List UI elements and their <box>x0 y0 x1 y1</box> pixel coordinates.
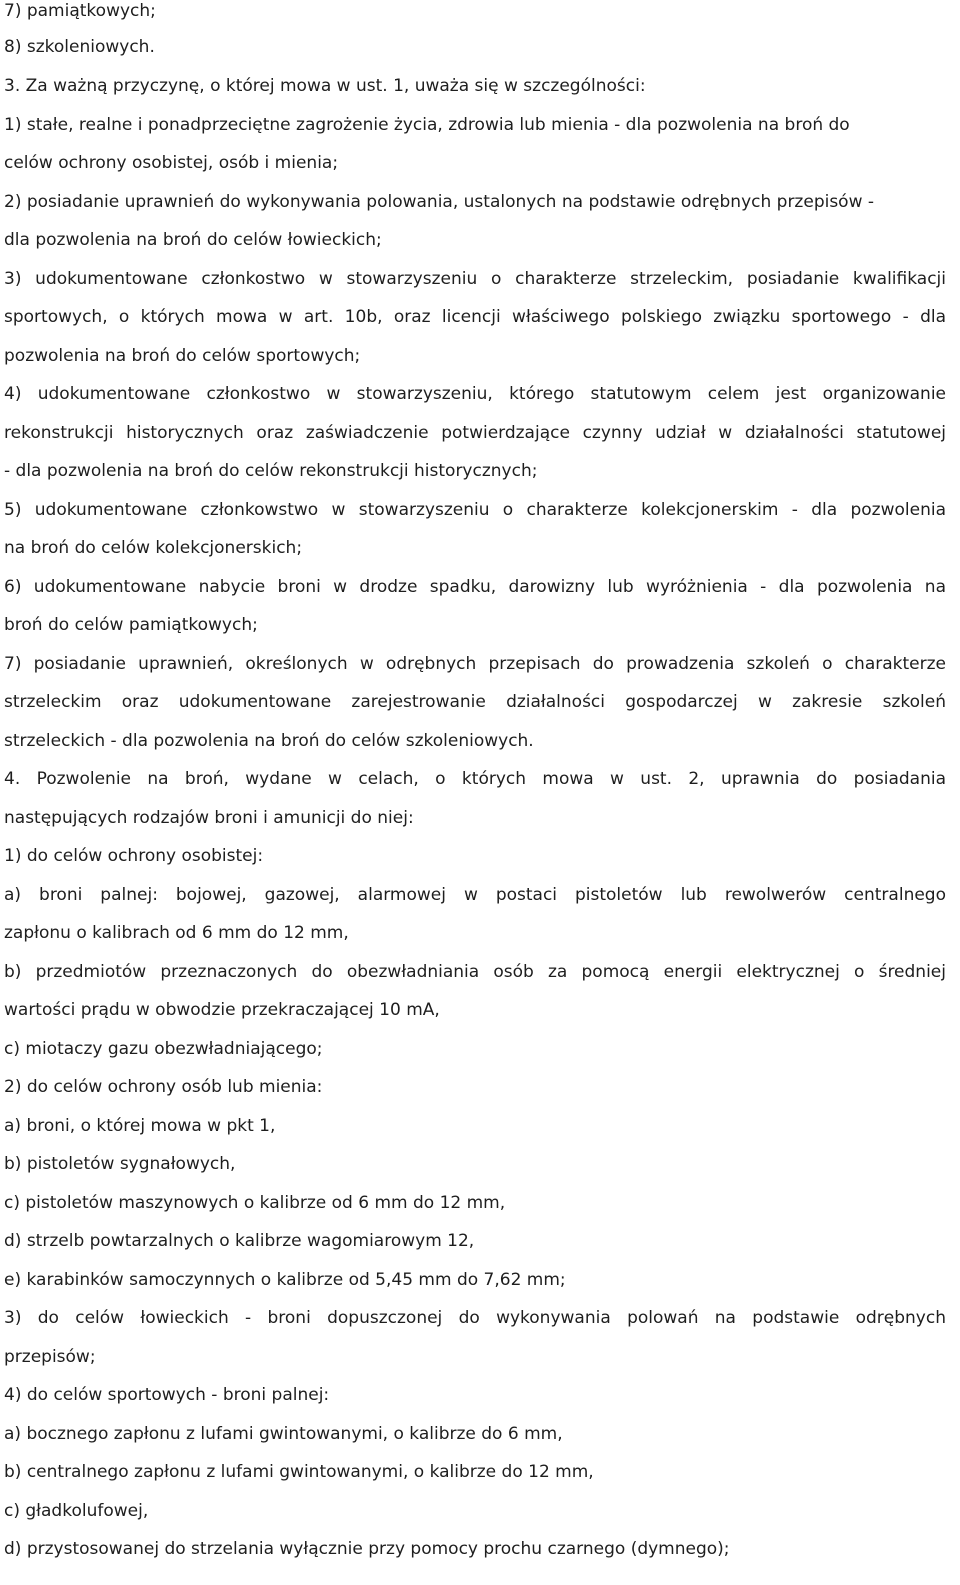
text-line: na broń do celów kolekcjonerskich; <box>4 538 303 558</box>
text-line: c) miotaczy gazu obezwładniającego; <box>4 1039 323 1059</box>
text-line: 3. Za ważną przyczynę, o której mowa w ust. 1, uważa się w szczególności: <box>4 76 646 96</box>
text-line: - dla pozwolenia na broń do celów rekonstrukcji historycznych; <box>4 461 538 481</box>
text-line: c) gładkolufowej, <box>4 1501 149 1521</box>
text-line: 4) udokumentowane członkostwo w stowarzyszeniu, którego statutowym celem jest organizowanie <box>4 384 946 404</box>
text-line: a) broni palnej: bojowej, gazowej, alarmowej w postaci pistoletów lub rewolwerów centralnego <box>4 885 946 905</box>
text-line: następujących rodzajów broni i amunicji do niej: <box>4 808 414 828</box>
text-line: e) karabinków samoczynnych o kalibrze od 5,45 mm do 7,62 mm; <box>4 1270 566 1290</box>
text-line: 2) posiadanie uprawnień do wykonywania polowania, ustalonych na podstawie odrębnych przepisów - <box>4 192 875 212</box>
text-line: a) broni, o której mowa w pkt 1, <box>4 1116 276 1136</box>
text-line: strzeleckich - dla pozwolenia na broń do celów szkoleniowych. <box>4 731 534 751</box>
text-line: wartości prądu w obwodzie przekraczającej 10 mA, <box>4 1000 440 1020</box>
text-line: 4. Pozwolenie na broń, wydane w celach, o których mowa w ust. 2, uprawnia do posiadania <box>4 769 946 789</box>
text-line: 3) do celów łowieckich - broni dopuszczonej do wykonywania polowań na podstawie odrębnych <box>4 1308 946 1328</box>
text-line: dla pozwolenia na broń do celów łowieckich; <box>4 230 382 250</box>
text-line: rekonstrukcji historycznych oraz zaświadczenie potwierdzające czynny udział w działalności statutowej <box>4 423 946 443</box>
text-line: 1) stałe, realne i ponadprzeciętne zagrożenie życia, zdrowia lub mienia - dla pozwolenia na broń do <box>4 115 850 135</box>
text-line: 1) do celów ochrony osobistej: <box>4 846 264 866</box>
text-line: a) bocznego zapłonu z lufami gwintowanymi, o kalibrze do 6 mm, <box>4 1424 563 1444</box>
text-line: b) pistoletów sygnałowych, <box>4 1154 236 1174</box>
text-line: 2) do celów ochrony osób lub mienia: <box>4 1077 323 1097</box>
text-line: 8) szkoleniowych. <box>4 37 155 57</box>
text-line: 7) posiadanie uprawnień, określonych w odrębnych przepisach do prowadzenia szkoleń o charakterze <box>4 654 946 674</box>
text-line: b) centralnego zapłonu z lufami gwintowanymi, o kalibrze do 12 mm, <box>4 1462 594 1482</box>
text-line: celów ochrony osobistej, osób i mienia; <box>4 153 339 173</box>
text-line: 6) udokumentowane nabycie broni w drodze spadku, darowizny lub wyróżnienia - dla pozwolenia na <box>4 577 946 597</box>
text-line: 5) udokumentowane członkowstwo w stowarzyszeniu o charakterze kolekcjonerskim - dla pozwolenia <box>4 500 946 520</box>
text-line: broń do celów pamiątkowych; <box>4 615 258 635</box>
text-line: c) pistoletów maszynowych o kalibrze od 6 mm do 12 mm, <box>4 1193 506 1213</box>
text-line: d) strzelb powtarzalnych o kalibrze wagomiarowym 12, <box>4 1231 475 1251</box>
text-line: 4) do celów sportowych - broni palnej: <box>4 1385 330 1405</box>
text-line: przepisów; <box>4 1347 96 1367</box>
text-line: 3) udokumentowane członkostwo w stowarzyszeniu o charakterze strzeleckim, posiadanie kwalifikacji <box>4 269 946 289</box>
text-line: zapłonu o kalibrach od 6 mm do 12 mm, <box>4 923 349 943</box>
text-line: b) przedmiotów przeznaczonych do obezwładniania osób za pomocą energii elektrycznej o średniej <box>4 962 946 982</box>
text-line: strzeleckim oraz udokumentowane zarejestrowanie działalności gospodarczej w zakresie szkoleń <box>4 692 946 712</box>
text-line: pozwolenia na broń do celów sportowych; <box>4 346 361 366</box>
text-line: sportowych, o których mowa w art. 10b, oraz licencji właściwego polskiego związku sportowego - dla <box>4 307 946 327</box>
text-line: d) przystosowanej do strzelania wyłącznie przy pomocy prochu czarnego (dymnego); <box>4 1539 730 1559</box>
text-line: 7) pamiątkowych; <box>4 1 156 21</box>
